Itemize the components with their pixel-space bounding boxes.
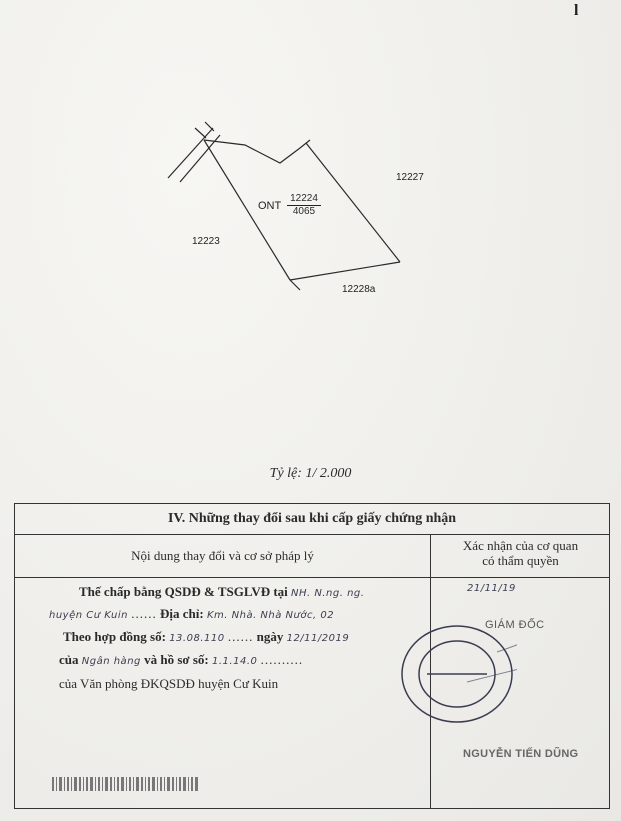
entry-line-2 — [49, 606, 334, 622]
confirm-director-title: GIÁM ĐỐC — [485, 619, 545, 631]
corner-mark: l — [574, 2, 579, 19]
entry-date-label: ngày — [256, 629, 284, 644]
map-scale: Tỷ lệ: 1/ 2.000 — [269, 466, 352, 481]
neighbor-parcel-ne: 12227 — [396, 172, 424, 183]
entry-dots-1: ...... — [131, 606, 157, 621]
land-type-label: ONT — [258, 200, 282, 212]
entry-of-label: của — [59, 652, 79, 667]
parcel-top-boundary — [204, 140, 310, 163]
confirm-date-handwritten: 21/11/19 — [467, 583, 516, 594]
entry-bank-handwritten: NH. N.ng. ng. — [291, 588, 365, 599]
entry-file-label: và hồ sơ số: — [144, 652, 209, 667]
parcel-bottom-tick — [290, 280, 300, 290]
parcel-bottom-boundary — [290, 262, 400, 280]
neighbor-parcel-west: 12223 — [192, 236, 220, 247]
entry-address-label: Địa chỉ: — [160, 606, 204, 621]
col-header-confirm-line1: Xác nhận của cơ quan — [462, 538, 579, 553]
confirm-signer-name: NGUYỄN TIẾN DŨNG — [463, 748, 579, 760]
entry-line-4 — [59, 652, 303, 668]
neighbor-parcel-south: 12228a — [342, 284, 376, 295]
col-header-confirm-line2: có thẩm quyền — [482, 553, 559, 568]
entry-line-5: của Văn phòng ĐKQSDĐ huyện Cư Kuin — [59, 676, 279, 691]
entry-line-3 — [63, 629, 349, 645]
entry-bank-name-handwritten: Ngân hàng — [81, 656, 141, 667]
entry-dots-3: .......... — [260, 652, 304, 667]
table-title: IV. Những thay đổi sau khi cấp giấy chứng nhận — [15, 504, 609, 535]
changes-table — [14, 503, 610, 809]
entry-contract-date: 12/11/2019 — [286, 633, 350, 644]
entry-contract-number: 13.08.110 — [169, 633, 225, 644]
col-header-content: Nội dung thay đổi và cơ sở pháp lý — [131, 548, 314, 563]
entry-file-number: 1.1.14.0 — [212, 656, 258, 667]
road-tick-1 — [195, 128, 206, 138]
entry-line-1 — [79, 584, 364, 600]
parcel-number: 12224 — [287, 193, 321, 206]
road-tick-2 — [205, 122, 214, 131]
entry-address-handwritten: Km. Nhà. Nhà Nước, 02 — [206, 610, 335, 621]
col-header-confirm — [432, 538, 609, 578]
entry-dots-2: ...... — [227, 629, 254, 644]
barcode-icon — [52, 777, 202, 791]
entry-mortgage-text: Thế chấp bằng QSDĐ & TSGLVĐ tại — [79, 584, 288, 599]
parcel-area: 4065 — [292, 206, 316, 217]
entry-district-handwritten: huyện Cư Kuin — [49, 610, 129, 621]
official-stamp-icon — [397, 622, 517, 727]
parcel-fraction — [287, 193, 321, 218]
entry-contract-label: Theo hợp đồng số: — [63, 629, 166, 644]
